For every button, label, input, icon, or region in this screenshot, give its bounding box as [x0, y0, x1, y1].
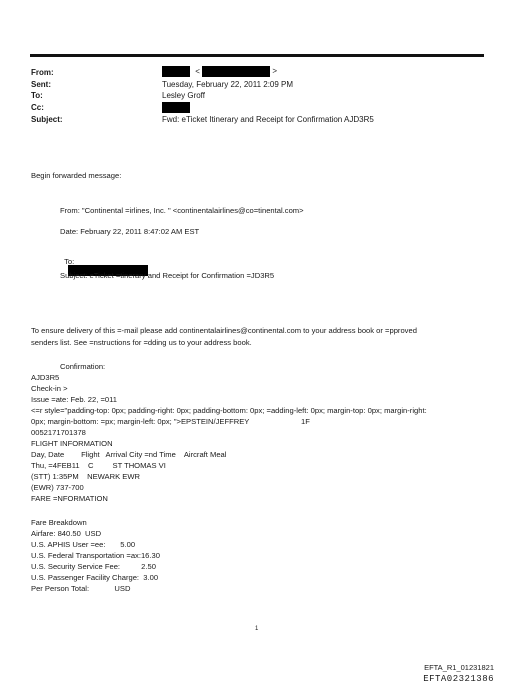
fare-row: U.S. Passenger Facility Charge: 3.00: [31, 573, 159, 582]
forward-intro: Begin forwarded message:: [31, 171, 122, 180]
subject-label: Subject:: [31, 115, 63, 124]
redaction-box: [162, 102, 190, 113]
fare-row: U.S. Federal Transportation =ax:16.30: [31, 551, 160, 560]
cc-label: Cc:: [31, 103, 44, 112]
redaction-box: [162, 66, 190, 77]
bates-number-1: EFTA_R1_01231821: [424, 663, 494, 672]
fare-breakdown-title: Fare Breakdown: [31, 518, 87, 527]
fare-info-heading: FARE =NFORMATION: [31, 494, 108, 503]
subject-value: Fwd: eTicket Itinerary and Receipt for Confirmation AJD3R5: [162, 115, 374, 124]
forward-to-label: To:: [64, 256, 75, 266]
check-in-link[interactable]: Check-in >: [31, 384, 68, 393]
cc-value: [162, 102, 190, 113]
to-value: Lesley Groff: [162, 91, 205, 100]
ticket-number: 0052171701378: [31, 428, 86, 437]
forward-subject: Subject: eTicket =tinerary and Receipt for Confirmation =JD3R5: [60, 271, 275, 280]
bates-number-2: EFTA02321386: [423, 674, 494, 684]
aircraft-row: (EWR) 737-700: [31, 483, 84, 492]
from-value: [162, 66, 277, 77]
departure-row: (STT) 1:35PM NEWARK EWR: [31, 472, 140, 481]
confirmation-code: AJD3R5: [31, 373, 60, 382]
style-line-2: 0px; margin-bottom: =px; margin-left: 0px; ">EPSTEIN/JEFFREY: [31, 417, 250, 426]
sent-label: Sent:: [31, 80, 51, 89]
fare-row: Per Person Total: USD: [31, 584, 131, 593]
from-lt: <: [195, 66, 200, 76]
sent-value: Tuesday, February 22, 2011 2:09 PM: [162, 80, 294, 89]
style-line-1: <=r style="padding-top: 0px; padding-right: 0px; padding-bottom: 0px; =adding-left: 0px; margin-top: 0px; margin-right:: [31, 406, 427, 415]
header-rule: [30, 54, 484, 57]
from-gt: >: [272, 66, 278, 76]
redaction-box: [202, 66, 270, 77]
fare-row: U.S. APHIS User =ee: 5.00: [31, 540, 136, 549]
from-label: From:: [31, 68, 54, 77]
delivery-notice-line-1: To ensure delivery of this =-mail please add continentalairlines@continental.com to your address book or =pproved: [31, 326, 417, 335]
forward-date: Date: February 22, 2011 8:47:02 AM EST: [60, 227, 200, 236]
seat: 1F: [301, 417, 310, 426]
flight-row: Thu, =4FEB11 C ST THOMAS VI: [31, 461, 166, 470]
delivery-notice-line-2: senders list. See =nstructions for =dding us to your address book.: [31, 338, 252, 347]
flight-column-header: Day, Date Flight Arrival City =nd Time Aircraft Meal: [31, 450, 227, 459]
flight-info-heading: FLIGHT INFORMATION: [31, 439, 113, 448]
fare-row: U.S. Security Service Fee: 2.50: [31, 562, 156, 571]
page-number: 1: [255, 626, 259, 632]
to-label: To:: [31, 91, 43, 100]
fare-row: Airfare: 840.50 USD: [31, 529, 102, 538]
issue-date: Issue =ate: Feb. 22, =011: [31, 395, 117, 404]
forward-from: From: "Continental =irlines, Inc. " <continentalairlines@co=tinental.com>: [60, 206, 304, 215]
confirmation-label: Confirmation:: [60, 362, 106, 371]
